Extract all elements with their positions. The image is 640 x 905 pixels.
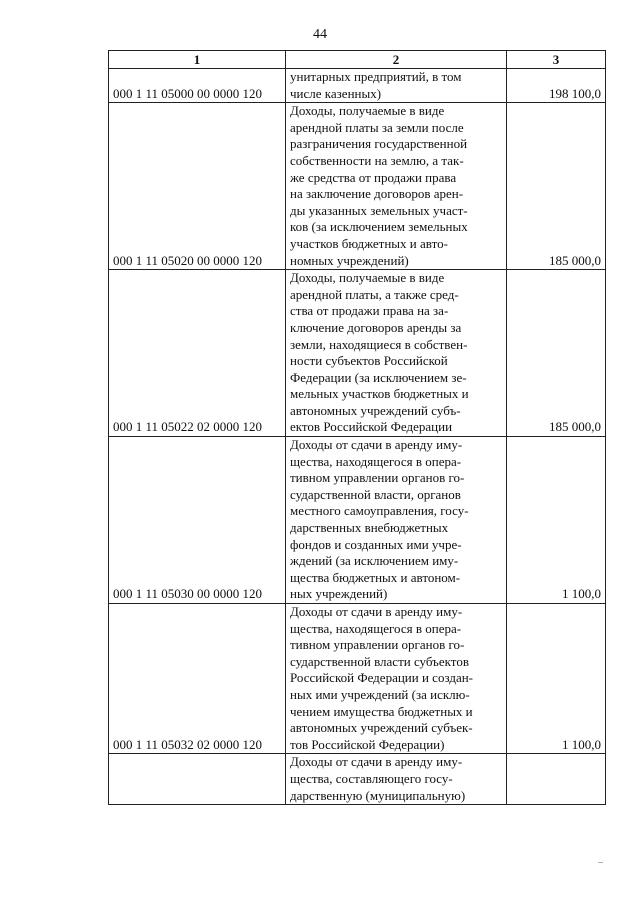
table-row [109,69,606,103]
revenue-name-line: фондов и созданных ими учре- [290,536,462,552]
revenue-name-cell [286,604,507,754]
revenue-name-line: арендной платы, а также сред- [290,286,459,302]
budget-code-cell: 000 1 11 05020 00 0000 120 [109,103,286,270]
revenue-name-line: Доходы, получаемые в виде [290,103,445,119]
revenue-name-line: сударственной власти, органов [290,486,461,502]
revenue-name-line: Российской Федерации и создан- [290,670,474,686]
revenue-name-line: тивном управлении органов го- [290,470,465,486]
revenue-name-line: ждений (за исключением иму- [290,553,459,569]
revenue-name-line: на заключение договоров арен- [290,186,464,202]
revenue-name-cell [286,754,507,805]
revenue-name-line: щества, составляющего госу- [290,770,453,786]
amount-cell: 198 100,0 [507,69,606,103]
budget-code-cell: 000 1 11 05030 00 0000 120 [109,437,286,604]
revenue-name-line: ных ими учреждений (за исклю- [290,686,470,702]
revenue-name-line: чением имущества бюджетных и [290,703,473,719]
revenue-name-line: унитарных предприятий, в том [290,69,462,84]
budget-code-cell: 000 1 11 05022 02 0000 120 [109,270,286,437]
revenue-name-line: автономных учреждений субъек- [290,720,473,736]
amount-cell: 1 100,0 [507,437,606,604]
revenue-name-line: Доходы от сдачи в аренду иму- [290,437,463,453]
budget-code-cell: 000 1 11 05000 00 0000 120 [109,69,286,103]
revenue-name-line: Доходы от сдачи в аренду иму- [290,754,463,770]
revenue-name-line: участков бюджетных и авто- [290,235,448,251]
revenue-name-line: ности субъектов Российской [290,353,448,369]
page-number: 44 [313,27,327,42]
revenue-name-line: ных учреждений) [290,586,388,602]
revenue-name-line: щества, находящегося в опера- [290,453,462,469]
table-header-row [109,51,606,69]
revenue-name-line: земли, находящиеся в собствен- [290,336,468,352]
revenue-name-line: щества, находящегося в опера- [290,620,462,636]
revenue-name-line: номных учреждений) [290,252,409,268]
revenue-name-line: Федерации (за исключением зе- [290,369,467,385]
revenue-name-line: щества бюджетных и автоном- [290,569,461,585]
revenue-name-line: ектов Российской Федерации [290,419,453,435]
revenue-name-line: числе казенных) [290,85,382,101]
header-col-1: 1 [109,51,286,69]
table-row [109,270,606,437]
amount-cell: 185 000,0 [507,103,606,270]
revenue-name-line: ды указанных земельных участ- [290,202,468,218]
table-row [109,437,606,604]
revenue-name-cell [286,103,507,270]
revenue-name-line: сударственной власти субъектов [290,653,469,669]
revenue-name-line: Доходы, получаемые в виде [290,270,445,286]
amount-cell: 1 100,0 [507,604,606,754]
header-col-2: 2 [286,51,507,69]
revenue-name-cell [286,437,507,604]
revenue-name-line: ключение договоров аренды за [290,319,462,335]
table-body [109,69,606,805]
revenue-name-line: разграничения государственной [290,136,468,152]
header-col-3: 3 [507,51,606,69]
revenue-name-line: местного самоуправления, госу- [290,503,469,519]
revenue-name-line: дарственных внебюджетных [290,520,449,536]
revenue-name-line: автономных учреждений субъ- [290,402,461,418]
revenue-table [108,50,606,805]
revenue-name-line: тивном управлении органов го- [290,637,465,653]
budget-code-cell [109,754,286,805]
revenue-name-line: ков (за исключением земельных [290,219,468,235]
table-row [109,604,606,754]
revenue-name-line: Доходы от сдачи в аренду иму- [290,604,463,619]
revenue-name-line: арендной платы за земли после [290,119,464,135]
table-row [109,103,606,270]
revenue-name-cell [286,69,507,103]
revenue-name-cell [286,270,507,437]
budget-code-cell: 000 1 11 05032 02 0000 120 [109,604,286,754]
revenue-name-line: же средства от продажи права [290,169,457,185]
revenue-name-line: тов Российской Федерации) [290,736,445,752]
revenue-name-line: мельных участков бюджетных и [290,386,469,402]
scan-mark [598,862,603,863]
revenue-name-line: ства от продажи права на за- [290,303,449,319]
revenue-name-line: собственности на землю, а так- [290,152,464,168]
amount-cell: 185 000,0 [507,270,606,437]
revenue-name-line: дарственную (муниципальную) [290,787,466,803]
table-row [109,754,606,805]
amount-cell [507,754,606,805]
